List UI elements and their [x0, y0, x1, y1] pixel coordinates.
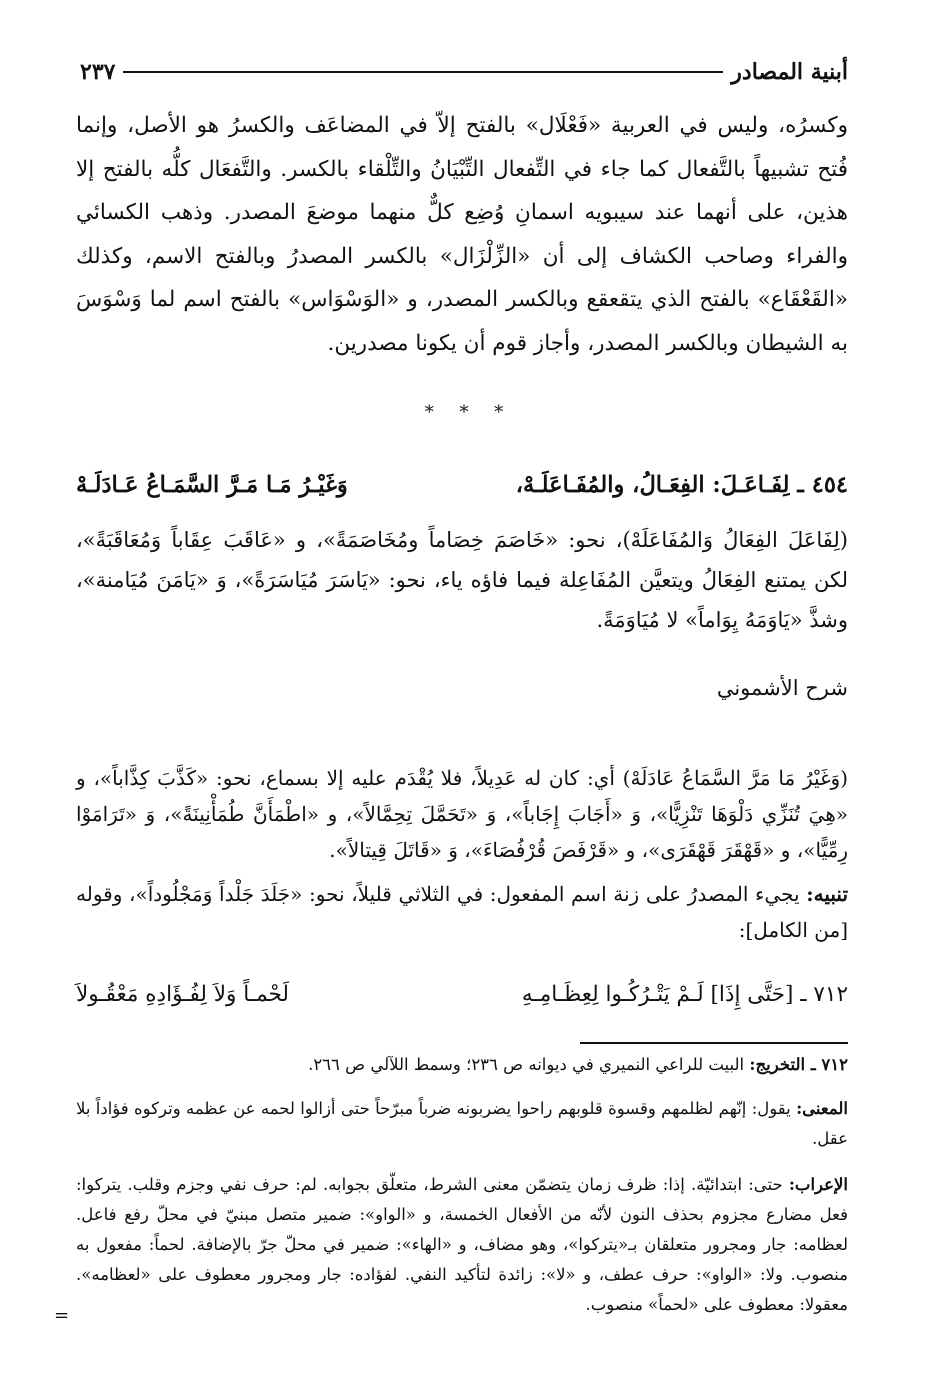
note-paragraph: [76, 876, 848, 948]
running-title: أبنية المصادر: [731, 59, 848, 85]
verse-712-first-hemistich: ٧١٢ ـ [حَتَّى إِذَا] لَـمْ يَتْـرُكُـوا لِعِظَـامِـهِ: [521, 982, 848, 1007]
ashmouni-paragraph: (وَغَيْرُ مَا مَرَّ السَّمَاعُ عَادَلَهْ) أي: كان له عَدِيلاً، فلا يُقْدَم عليه إلا بسماع، نحو: «كَذَّبَ كِذَّاباً»، و «هِيَ تُنَزِّي دَلْوَهَا تَنْزِيًّا»، وَ «أَجَابَ إِجَاباً»، وَ «تَحَمَّلَ تِحِمَّالاً»، و «اطْمَأَنَّ طُمَأْنِينَةً»، وَ «تَرَامَوْا رِمِّيًّا»، و «قَهْقَرَ قَهْقَرَى»، و «قَرْفَصَ قُرْفُصَاءَ»، وَ «قَاتَلَ قِيتالاً».: [76, 766, 848, 862]
footnote-rule: [580, 1042, 848, 1044]
verse-454: [76, 462, 848, 508]
footnote-takhrij-text: البيت للراعي النميري في ديوانه ص ٢٣٦؛ وسمط اللآلي ص ٢٦٦.: [308, 1055, 745, 1074]
verse-454-first-hemistich: ٤٥٤ ـ لِفَـاعَـلَ: الفِعَـالُ، والمُفَـاعَلَـهْ،: [515, 472, 848, 498]
footnote-maana-text: يقول: إنّهم لظلمهم وقسوة قلوبهم راحوا يضربونه ضرباً مبرّحاً حتى أزالوا لحمه عن عظمه وتركوه فؤاداً بلا عقل.: [76, 1099, 848, 1148]
continuation-mark: =: [54, 1305, 70, 1326]
page-number: ٢٣٧: [80, 59, 116, 85]
commentary-title: شرح الأشموني: [716, 676, 848, 700]
section-separator: * * *: [424, 402, 514, 423]
footnote-irab-text: حتى: ابتدائيّة. إذا: ظرف زمان يتضمّن معنى الشرط، متعلّق بجوابه. لم: حرف نفي وجزم وقلب. يتركوا: فعل مضارع مجزوم بحذف النون لأنّه من الأفعال الخمسة، و «الواو»: ضمير متصل مبنيّ في محلّ رفع فاعل. لعظامه: جار ومجرور متعلقان بـ«يتركوا»، وهو مضاف، و «الهاء»: ضمير في محلّ جرّ بالإضافة. لحماً: مفعول به منصوب. ولا: «الواو»: حرف عطف، و «لا»: زائدة لتأكيد النفي. لفؤاده: جار ومجرور معطوف على «لعظامه». معقولا: معطوف على «لحماً» منصوب.: [76, 1175, 848, 1314]
footnote-maana: [76, 1094, 848, 1154]
verse-712: [76, 973, 848, 1017]
footnote-takhrij: [76, 1050, 848, 1080]
commentary-paragraph: (لِفَاعَلَ الفِعَالُ وَالمُفَاعَلَهْ)، نحو: «خَاصَمَ خِصَاماً ومُخَاصَمَةً»، و «عَاقَبَ عِقَاباً وَمُعَاقَبَةً»، لكن يمتنع الفِعَالُ ويتعيَّن المُفَاعِلة فيما فاؤه ياء، نحو: «يَاسَرَ مُيَاسَرَةً»، وَ «يَامَنَ مُيَامنة»، وشذَّ «يَاوَمَهُ يِوَاماً» لا مُيَاوَمَةً.: [76, 528, 848, 632]
footnote-irab-label: الإعراب:: [788, 1175, 848, 1194]
note-text: يجيء المصدرُ على زنة اسم المفعول: في الثلاثي قليلاً، نحو: «جَلَدَ جَلْداً وَمَجْلُوداً»، وقوله [من الكامل]:: [76, 882, 848, 942]
body-paragraph: وكسرُه، وليس في العربية «فَعْلَال» بالفتح إلاّ في المضاعَف والكسرُ هو الأصل، وإنما فُتح تشبيهاً بالتَّفعال كما جاء في التِّفعال التِّبْيَانُ والتِّلْقاء بالكسر. والتَّفعَال كلُّه بالفتح إلا هذين، على أنهما عند سيبويه اسمانِ وُضِع كلٌّ منهما موضعَ المصدر. وذهب الكسائي والفراء وصاحب الكشاف إلى أن «الزِّلْزَال» بالكسر المصدرُ وبالفتح الاسم، وكذلك «القَعْقَاع» بالفتح الذي يتقعقع وبالكسر المصدر، و «الوَسْوَاس» بالفتح اسم لما وَسْوَسَ به الشيطان وبالكسر المصدر، وأجاز قوم أن يكونا مصدرين.: [76, 113, 848, 356]
footnote-maana-label: المعنى:: [796, 1099, 848, 1118]
verse-454-second-hemistich: وَغَيْـرُ مَـا مَـرَّ السَّمَـاعُ عَـادَلَـهْ: [76, 472, 348, 498]
verse-712-second-hemistich: لَحْمـاً وَلاَ لِفُـؤَادِهِ مَعْقُـولاَ: [76, 982, 289, 1007]
footnote-takhrij-label: ٧١٢ ـ التخريج:: [749, 1055, 848, 1074]
footnote-irab: [76, 1170, 848, 1320]
note-label: تنبيه:: [806, 882, 849, 906]
header-rule: [123, 71, 723, 73]
page-header: [80, 52, 848, 92]
